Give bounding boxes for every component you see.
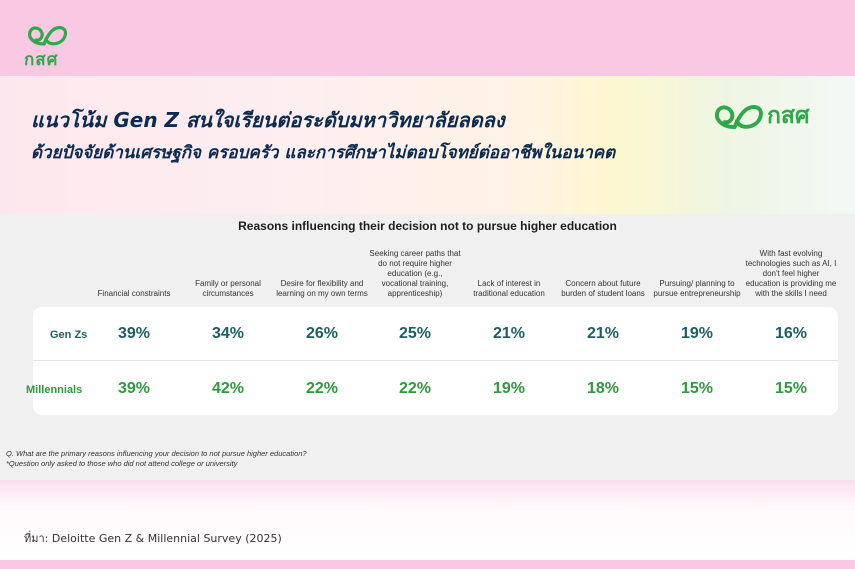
row-divider: [33, 360, 838, 361]
column-header: Concern about future burden of student loans: [561, 279, 645, 298]
column-header: Pursuing/ planning to pursue entrepreneurship: [653, 279, 741, 298]
source-text: ที่มา: Deloitte Gen Z & Millennial Survey (2025): [24, 532, 282, 545]
data-cell: 22%: [398, 380, 432, 397]
footnote-question: Q. What are the primary reasons influencing your decision to not pursue higher education?: [6, 449, 307, 458]
data-cell: 34%: [211, 325, 245, 342]
data-cell: 22%: [305, 380, 339, 397]
data-cell: 21%: [586, 325, 620, 342]
logo-text: กสศ: [24, 50, 59, 70]
row-label: Millennials: [26, 384, 83, 396]
top-band: [0, 0, 855, 76]
row-label: Gen Zs: [50, 329, 88, 341]
logo-large: [710, 98, 810, 134]
chart-title: Reasons influencing their decision not to pursue higher education: [238, 219, 617, 233]
data-cell: 15%: [774, 380, 808, 397]
data-cell: 42%: [211, 380, 245, 397]
column-header: Financial constraints: [97, 289, 171, 298]
column-header: Seeking career paths that do not require higher education (e.g., vocational training, apprenticeship): [369, 249, 461, 298]
data-cell: 16%: [774, 325, 808, 342]
data-cell: 39%: [117, 325, 151, 342]
column-header: With fast evolving technologies such as AI, I don't feel higher education is providing me with the skills I need: [745, 249, 837, 298]
ksk-logo-icon: [710, 100, 764, 132]
data-cell: 21%: [492, 325, 526, 342]
column-header: Lack of interest in traditional education: [473, 279, 545, 298]
table-body: [33, 307, 838, 415]
data-cell: 19%: [492, 380, 526, 397]
data-cell: 26%: [305, 325, 339, 342]
ksk-logo-icon: [24, 22, 68, 48]
headline: แนวโน้ม Gen Z สนใจเรียนต่อระดับมหาวิทยาลัยลดลง: [31, 108, 505, 132]
footnote-note: *Question only asked to those who did not attend college or university: [6, 459, 238, 468]
data-cell: 15%: [680, 380, 714, 397]
data-cell: 25%: [398, 325, 432, 342]
data-cell: 39%: [117, 380, 151, 397]
logo-small: [24, 22, 74, 73]
column-header: Desire for flexibility and learning on my own terms: [276, 279, 368, 298]
subheadline: ด้วยปัจจัยด้านเศรษฐกิจ ครอบครัว และการศึกษาไม่ตอบโจทย์ต่ออาชีพในอนาคต: [31, 143, 616, 163]
logo-text: กสศ: [767, 103, 810, 129]
data-cell: 19%: [680, 325, 714, 342]
column-header: Family or personal circumstances: [195, 279, 261, 298]
bottom-band: [0, 480, 855, 560]
data-cell: 18%: [586, 380, 620, 397]
